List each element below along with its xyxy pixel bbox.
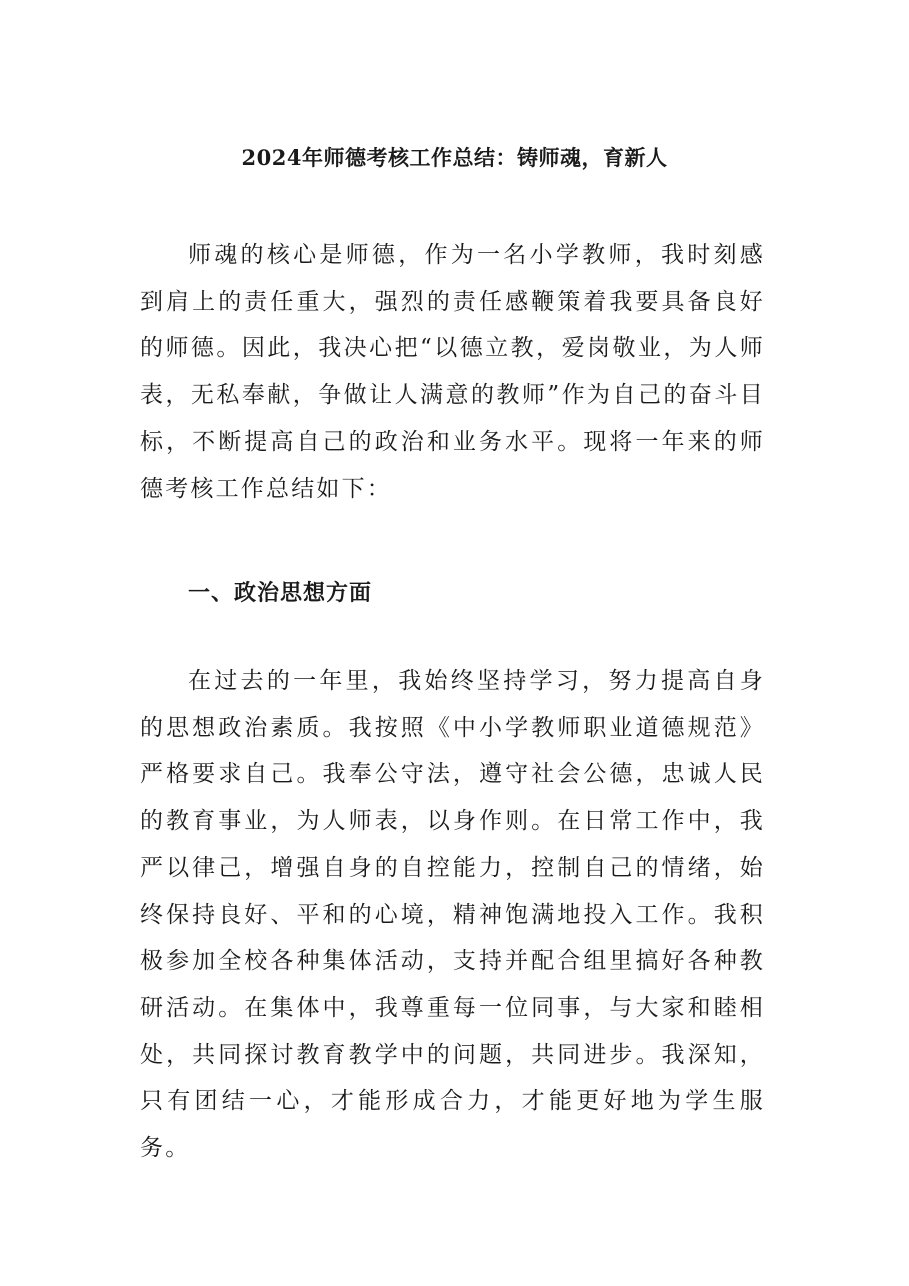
intro-paragraph: 师魂的核心是师德，作为一名小学教师，我时刻感到肩上的责任重大，强烈的责任感鞭策着我要具备良好的师德。因此，我决心把“以德立教，爱岗敬业，为人师表，无私奉献，争做让人满意的教师”作为自己的奋斗目标，不断提高自己的政治和业务水平。现将一年来的师德考核工作总结如下： [140,242,765,502]
section-paragraph-political-thought: 在过去的一年里，我始终坚持学习，努力提高自身的思想政治素质。我按照《中小学教师职业道德规范》严格要求自己。我奉公守法，遵守社会公德，忠诚人民的教育事业，为人师表，以身作则。在日常工作中，我严以律己，增强自身的自控能力，控制自己的情绪，始终保持良好、平和的心境，精神饱满地投入工作。我积极参加全校各种集体活动，支持并配合组里搞好各种教研活动。在集体中，我尊重每一位同事，与大家和睦相处，共同探讨教育教学中的问题，共同进步。我深知，只有团结一心，才能形成合力，才能更好地为学生服务。 [140,668,765,1162]
section-heading-political-thought: 一、政治思想方面 [188,580,373,606]
document-title: 2024年师德考核工作总结：铸师魂，育新人 [241,145,668,171]
